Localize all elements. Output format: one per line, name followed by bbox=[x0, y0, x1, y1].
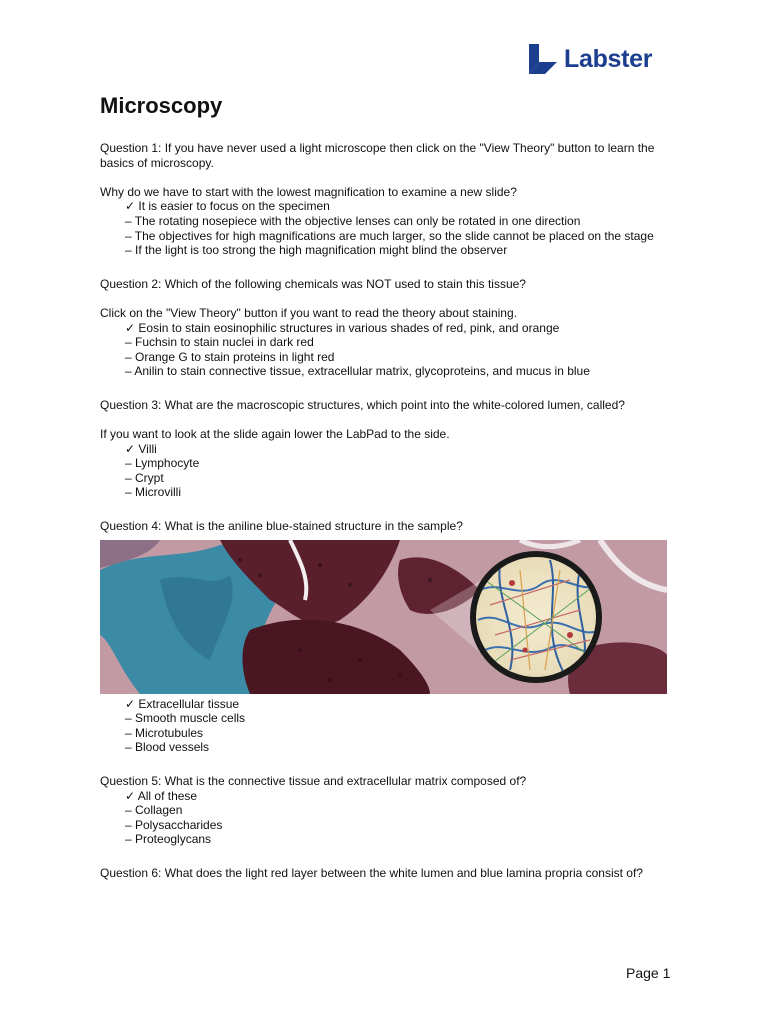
q3-question: Question 3: What are the macroscopic structures, which point into the white-colored lumen, called? bbox=[100, 397, 625, 412]
q5-option: – Polysaccharides bbox=[125, 817, 223, 832]
q1-options bbox=[100, 199, 675, 257]
q2-question: Question 2: Which of the following chemicals was NOT used to stain this tissue? bbox=[100, 276, 526, 291]
q2-option: – Orange G to stain proteins in light red bbox=[125, 349, 335, 364]
q2-options bbox=[100, 321, 675, 379]
page-number: Page 1 bbox=[626, 965, 671, 981]
q1-option: – If the light is too strong the high magnification might blind the observer bbox=[125, 243, 508, 258]
q3-option: – Lymphocyte bbox=[125, 456, 200, 471]
q4-option: – Blood vessels bbox=[125, 740, 210, 755]
q3-option: – Microvilli bbox=[125, 485, 182, 500]
q4-option: – Microtubules bbox=[125, 725, 204, 740]
labster-logo bbox=[529, 44, 652, 74]
q4-question: Question 4: What is the aniline blue-stained structure in the sample? bbox=[100, 519, 463, 534]
tissue-micrograph-image bbox=[100, 540, 667, 694]
document-body bbox=[100, 141, 675, 881]
q1-option: – The objectives for high magnifications are much larger, so the slide cannot be placed on the stage bbox=[125, 228, 654, 243]
q3-option: – Crypt bbox=[125, 470, 164, 485]
q5-question: Question 5: What is the connective tissue and extracellular matrix composed of? bbox=[100, 774, 527, 789]
q1-question: Why do we have to start with the lowest magnification to examine a new slide? bbox=[100, 184, 517, 199]
q1-option: ✓ It is easier to focus on the specimen bbox=[125, 199, 330, 214]
q5-option: ✓ All of these bbox=[125, 788, 198, 803]
q5-option: – Collagen bbox=[125, 803, 183, 818]
labster-logo-icon bbox=[529, 44, 557, 74]
q2-note: Click on the "View Theory" button if you want to read the theory about staining. bbox=[100, 305, 517, 320]
page-title: Microscopy bbox=[100, 93, 223, 118]
q3-note: If you want to look at the slide again lower the LabPad to the side. bbox=[100, 427, 450, 442]
q4-option: ✓ Extracellular tissue bbox=[125, 696, 240, 711]
q2-option: – Anilin to stain connective tissue, extracellular matrix, glycoproteins, and mucus in blue bbox=[125, 364, 590, 379]
q1-option: – The rotating nosepiece with the objective lenses can only be rotated in one direction bbox=[125, 213, 581, 228]
q5-options bbox=[100, 789, 675, 847]
q6-question: Question 6: What does the light red layer between the white lumen and blue lamina propria consist of? bbox=[100, 866, 643, 880]
q5-option: – Proteoglycans bbox=[125, 832, 212, 847]
q4-options bbox=[100, 697, 675, 755]
logo-text: Labster bbox=[564, 45, 653, 73]
q2-option: – Fuchsin to stain nuclei in dark red bbox=[125, 335, 314, 350]
q3-options bbox=[100, 442, 675, 500]
q4-option: – Smooth muscle cells bbox=[125, 711, 246, 726]
q2-option: ✓ Eosin to stain eosinophilic structures in various shades of red, pink, and orange bbox=[125, 320, 560, 335]
q1-intro: Question 1: If you have never used a light microscope then click on the "View Theory" button to learn the basics of microscopy. bbox=[100, 141, 655, 170]
q3-option: ✓ Villi bbox=[125, 441, 157, 456]
